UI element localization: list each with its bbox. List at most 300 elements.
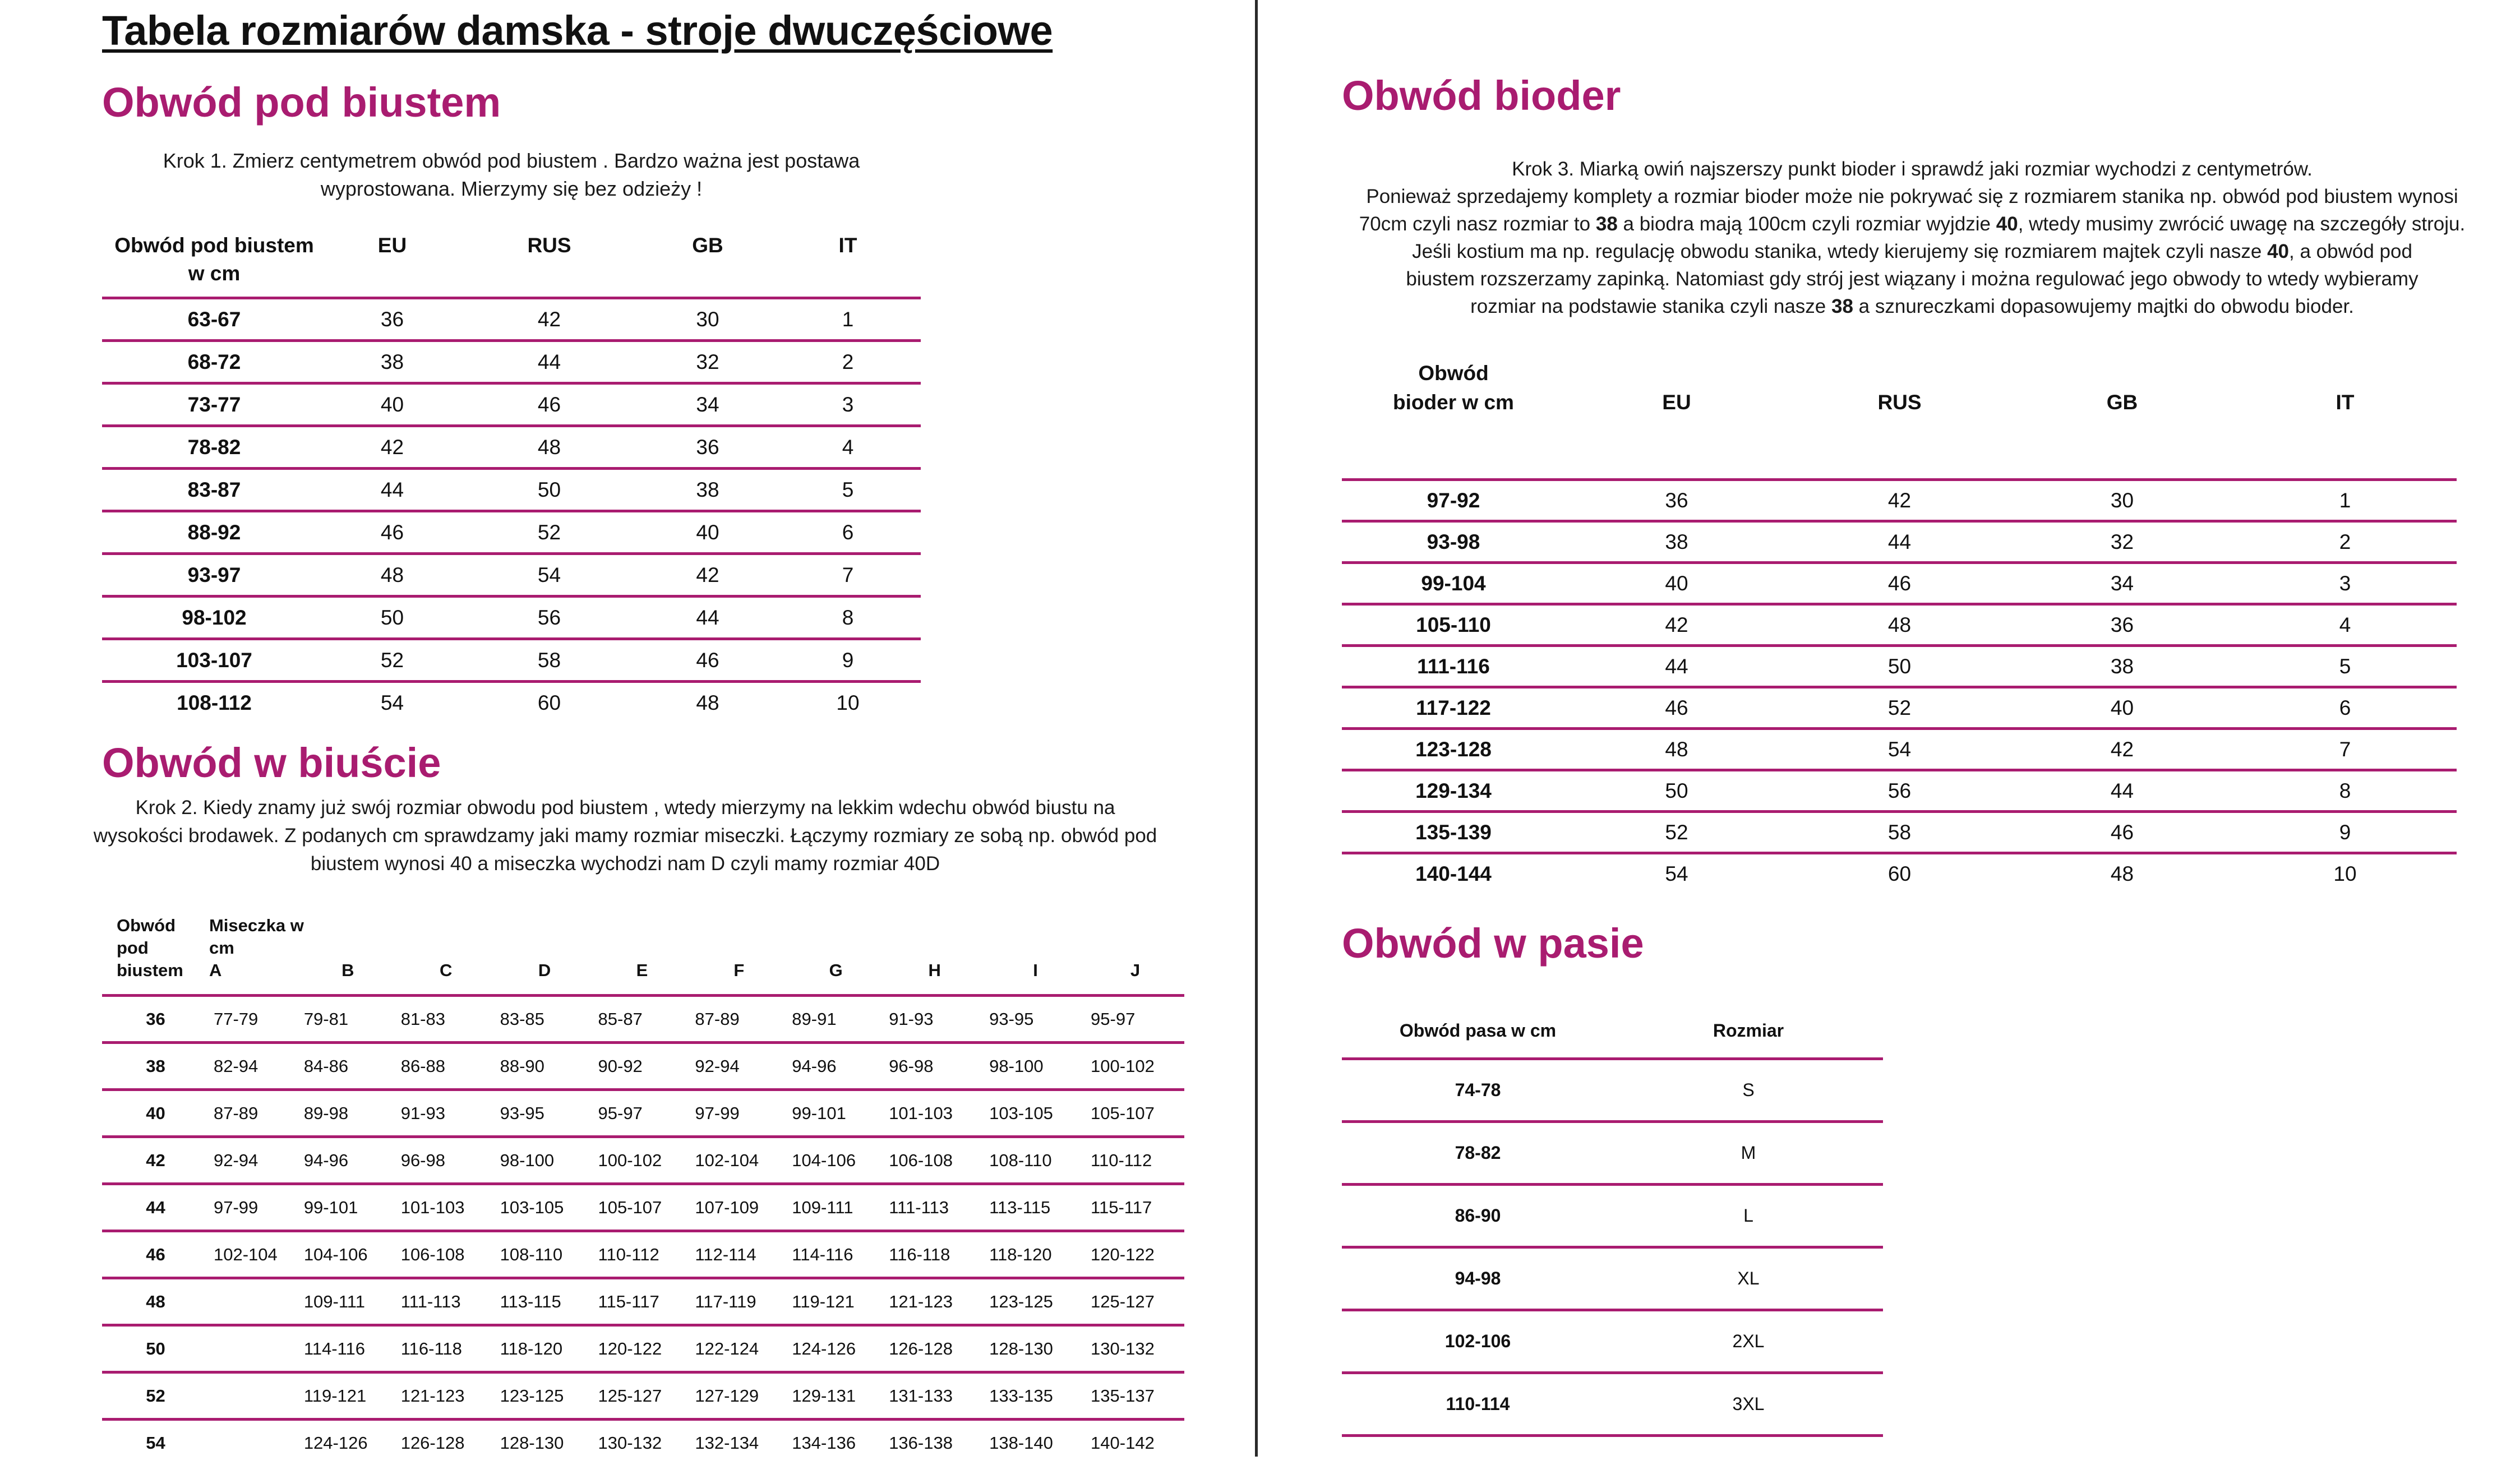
table-cell: 116-118 [884, 1231, 985, 1278]
section-heading-hips: Obwód bioder [1342, 72, 1621, 119]
table-cell: 118-120 [496, 1325, 594, 1372]
table-cell: 83-85 [496, 996, 594, 1043]
table-cell: 119-121 [299, 1372, 396, 1420]
table-row [102, 341, 921, 383]
table-cell: 48 [1788, 604, 2011, 646]
header-line: cm [209, 938, 234, 958]
table-cell: 46 [326, 511, 458, 554]
table-cell: 54 [1565, 853, 1788, 894]
table-cell: 48 [458, 426, 640, 469]
table-cell: 34 [2011, 563, 2233, 604]
column-header-cup-e: E [594, 893, 691, 996]
row-key-cell: 111-116 [1342, 646, 1565, 687]
table-cell: 131-133 [884, 1372, 985, 1420]
table-cell: 9 [775, 639, 921, 682]
table-cell: 2XL [1614, 1310, 1883, 1373]
row-key-cell: 54 [102, 1420, 209, 1465]
emphasis-size: 40 [2267, 241, 2289, 262]
table-cell: 90-92 [594, 1043, 691, 1090]
table-cell: 52 [1565, 812, 1788, 853]
table-cell: 115-117 [1086, 1184, 1184, 1231]
row-key-cell: 74-78 [1342, 1059, 1614, 1122]
header-line: Obwód [117, 916, 176, 935]
instruction-line: Ponieważ sprzedajemy komplety a rozmiar bioder może nie pokrywać się z rozmiarem stanika np. obwód pod biustem wynosi [1329, 183, 2495, 210]
table-cell: 2 [2233, 521, 2457, 563]
header-line: Obwód pod biustem [114, 234, 314, 257]
column-header-waist: Obwód pasa w cm [1342, 1004, 1614, 1059]
table-row [102, 469, 921, 511]
row-key-cell: 129-134 [1342, 770, 1565, 812]
header-line: w cm [188, 262, 241, 285]
table-cell: 88-90 [496, 1043, 594, 1090]
table-cell: 54 [1788, 729, 2011, 770]
table-row [102, 996, 1184, 1043]
column-divider [1255, 0, 1258, 1457]
table-cell: 118-120 [985, 1231, 1086, 1278]
table-cell: 114-116 [787, 1231, 884, 1278]
table-cell: 130-132 [594, 1420, 691, 1465]
table-cell: 6 [2233, 687, 2457, 729]
section-heading-bust: Obwód w biuście [102, 739, 441, 787]
table-row [1342, 604, 2457, 646]
table-cell: 91-93 [396, 1090, 496, 1137]
table-cell: 84-86 [299, 1043, 396, 1090]
instruction-line: Krok 2. Kiedy znamy już swój rozmiar obwodu pod biustem , wtedy mierzymy na lekkim wdechu obwód biustu na [56, 794, 1194, 822]
table-cell: 50 [458, 469, 640, 511]
table-cell: 58 [1788, 812, 2011, 853]
table-cell [209, 1372, 299, 1420]
table-cell: 40 [2011, 687, 2233, 729]
row-key-cell: 68-72 [102, 341, 326, 383]
table-cell: 110-112 [1086, 1137, 1184, 1184]
table-cell: 93-95 [496, 1090, 594, 1137]
column-header-rus: RUS [1788, 359, 2011, 480]
table-cell: 44 [326, 469, 458, 511]
row-key-cell: 88-92 [102, 511, 326, 554]
table-cell: 44 [2011, 770, 2233, 812]
row-key-cell: 78-82 [102, 426, 326, 469]
table-cell: 103-105 [496, 1184, 594, 1231]
text-run: a biodra mają 100cm czyli rozmiar wyjdzie [1618, 213, 1996, 235]
table-cell: 133-135 [985, 1372, 1086, 1420]
table-row [102, 597, 921, 639]
table-cell: 101-103 [396, 1184, 496, 1231]
table-cell: 50 [1565, 770, 1788, 812]
row-key-cell: 86-90 [1342, 1185, 1614, 1247]
table-cell: 40 [640, 511, 775, 554]
table-cell: 134-136 [787, 1420, 884, 1465]
column-header-cup-b: B [299, 893, 396, 996]
table-cell: 121-123 [396, 1372, 496, 1420]
row-key-cell: 99-104 [1342, 563, 1565, 604]
column-header-under-bust [102, 227, 326, 298]
table-cell: 54 [458, 554, 640, 597]
row-key-cell: 52 [102, 1372, 209, 1420]
table-cell: 5 [2233, 646, 2457, 687]
table-cell: 97-99 [209, 1184, 299, 1231]
column-header-hips [1342, 359, 1565, 480]
table-cell: 123-125 [496, 1372, 594, 1420]
column-header-rus: RUS [458, 227, 640, 298]
column-header-gb: GB [2011, 359, 2233, 480]
table-cell: 119-121 [787, 1278, 884, 1325]
emphasis-size: 38 [1831, 295, 1853, 317]
table-cell: 3XL [1614, 1373, 1883, 1436]
table-row [102, 1325, 1184, 1372]
table-row [102, 639, 921, 682]
table-row [1342, 521, 2457, 563]
table-row [102, 1278, 1184, 1325]
table-cell: 30 [640, 298, 775, 341]
table-row [102, 1420, 1184, 1465]
table-cell: 126-128 [396, 1420, 496, 1465]
table-cell: 97-99 [690, 1090, 787, 1137]
table-cell: 6 [775, 511, 921, 554]
table-cell: 38 [1565, 521, 1788, 563]
table-cell: 44 [1788, 521, 2011, 563]
table-cell: 52 [1788, 687, 2011, 729]
column-header-cup-c: C [396, 893, 496, 996]
table-row [1342, 1310, 1883, 1373]
table-cell: 101-103 [884, 1090, 985, 1137]
table-cell: 36 [2011, 604, 2233, 646]
table-cell: 95-97 [594, 1090, 691, 1137]
table-cell: XL [1614, 1247, 1883, 1310]
table-row [1342, 812, 2457, 853]
table-cell: 4 [775, 426, 921, 469]
section-heading-under-bust: Obwód pod biustem [102, 78, 501, 126]
table-header-row [102, 227, 921, 298]
row-key-cell: 63-67 [102, 298, 326, 341]
instruction-line: Krok 1. Zmierz centymetrem obwód pod biustem . Bardzo ważna jest postawa [102, 147, 921, 175]
row-key-cell: 36 [102, 996, 209, 1043]
table-cell: 107-109 [690, 1184, 787, 1231]
table-row [1342, 770, 2457, 812]
table-row [1342, 646, 2457, 687]
instruction-line: biustem wynosi 40 a miseczka wychodzi nam D czyli mamy rozmiar 40D [56, 850, 1194, 878]
table-row [102, 1137, 1184, 1184]
table-cell: 77-79 [209, 996, 299, 1043]
table-cell: 106-108 [396, 1231, 496, 1278]
table-cell: 89-91 [787, 996, 884, 1043]
table-cell: 44 [1565, 646, 1788, 687]
table-cell: 46 [2011, 812, 2233, 853]
table-cell: 42 [1788, 480, 2011, 521]
table-cell: 9 [2233, 812, 2457, 853]
table-cell: 92-94 [690, 1043, 787, 1090]
table-cell: 104-106 [787, 1137, 884, 1184]
table-cell: 1 [775, 298, 921, 341]
column-header-under-bust [102, 893, 209, 996]
table-cell: 56 [1788, 770, 2011, 812]
table-cell: 5 [775, 469, 921, 511]
table-cell: 8 [775, 597, 921, 639]
table-cell: 89-98 [299, 1090, 396, 1137]
table-cell: 50 [326, 597, 458, 639]
table-cell: 130-132 [1086, 1325, 1184, 1372]
table-cell: 7 [2233, 729, 2457, 770]
table-cell: 40 [326, 383, 458, 426]
table-cell: 87-89 [209, 1090, 299, 1137]
table-cell: 115-117 [594, 1278, 691, 1325]
table-cell: 3 [2233, 563, 2457, 604]
table-cell: 60 [1788, 853, 2011, 894]
table-cell: 38 [2011, 646, 2233, 687]
table-cell: 113-115 [985, 1184, 1086, 1231]
table-cell: 140-142 [1086, 1420, 1184, 1465]
row-key-cell: 123-128 [1342, 729, 1565, 770]
row-key-cell: 50 [102, 1325, 209, 1372]
table-cell: 85-87 [594, 996, 691, 1043]
instruction-line [1329, 210, 2495, 238]
column-header-it: IT [775, 227, 921, 298]
table-cell: 105-107 [594, 1184, 691, 1231]
instruction-line: wysokości brodawek. Z podanych cm sprawdzamy jaki mamy rozmiar miseczki. Łączymy rozmiary ze sobą np. obwód pod [56, 822, 1194, 850]
under-bust-size-table [102, 227, 921, 723]
table-cell: 52 [458, 511, 640, 554]
hip-size-table [1342, 359, 2457, 893]
instruction-line: biustem rozszerzamy zapinką. Natomiast gdy strój jest wiązany i można regulować jego obwody to wtedy wybieramy [1329, 265, 2495, 293]
table-cell: 120-122 [594, 1325, 691, 1372]
table-row [102, 1184, 1184, 1231]
table-cell: 108-110 [496, 1231, 594, 1278]
section-heading-waist: Obwód w pasie [1342, 919, 1644, 967]
table-row [102, 1043, 1184, 1090]
table-cell: 125-127 [594, 1372, 691, 1420]
table-row [102, 383, 921, 426]
table-row [1342, 1059, 1883, 1122]
table-cell: M [1614, 1122, 1883, 1185]
table-cell: 52 [326, 639, 458, 682]
text-run: 70cm czyli nasz rozmiar to [1359, 213, 1596, 235]
row-key-cell: 93-97 [102, 554, 326, 597]
row-key-cell: 135-139 [1342, 812, 1565, 853]
table-cell: 120-122 [1086, 1231, 1184, 1278]
column-header-cup-d: D [496, 893, 594, 996]
table-cell: 8 [2233, 770, 2457, 812]
table-header-row [1342, 359, 2457, 480]
table-header-row [102, 893, 1184, 996]
text-run: Jeśli kostium ma np. regulację obwodu stanika, wtedy kierujemy się rozmiarem majtek czyli nasze [1412, 241, 2267, 262]
table-row [102, 1372, 1184, 1420]
table-row [102, 554, 921, 597]
table-cell: 56 [458, 597, 640, 639]
table-cell: 128-130 [496, 1420, 594, 1465]
row-key-cell: 98-102 [102, 597, 326, 639]
instruction-line [1329, 238, 2495, 265]
table-row [102, 511, 921, 554]
row-key-cell: 102-106 [1342, 1310, 1614, 1373]
table-cell: 109-111 [299, 1278, 396, 1325]
table-cell: 7 [775, 554, 921, 597]
text-run: a sznureczkami dopasowujemy majtki do obwodu bioder. [1853, 295, 2354, 317]
table-cell: 98-100 [985, 1043, 1086, 1090]
cup-label: A [209, 960, 221, 980]
table-cell: 40 [1565, 563, 1788, 604]
table-header-row [1342, 1004, 1883, 1059]
table-cell: 126-128 [884, 1325, 985, 1372]
table-cell: L [1614, 1185, 1883, 1247]
header-line: bioder w cm [1393, 391, 1514, 414]
table-cell: 103-105 [985, 1090, 1086, 1137]
table-cell: 38 [326, 341, 458, 383]
row-key-cell: 48 [102, 1278, 209, 1325]
table-cell: 135-137 [1086, 1372, 1184, 1420]
table-cell: 82-94 [209, 1043, 299, 1090]
row-key-cell: 38 [102, 1043, 209, 1090]
table-cell [209, 1420, 299, 1465]
header-line: Miseczka w [209, 916, 304, 935]
row-key-cell: 44 [102, 1184, 209, 1231]
table-cell: 102-104 [209, 1231, 299, 1278]
row-key-cell: 94-98 [1342, 1247, 1614, 1310]
table-cell: 110-112 [594, 1231, 691, 1278]
table-cell: 4 [2233, 604, 2457, 646]
table-row [1342, 853, 2457, 894]
row-key-cell: 108-112 [102, 682, 326, 723]
text-run: rozmiar na podstawie stanika czyli nasze [1470, 295, 1831, 317]
table-cell: 42 [458, 298, 640, 341]
table-cell: 1 [2233, 480, 2457, 521]
column-header-gb: GB [640, 227, 775, 298]
table-cell: 104-106 [299, 1231, 396, 1278]
column-header-cup-f: F [690, 893, 787, 996]
table-cell: 121-123 [884, 1278, 985, 1325]
emphasis-size: 38 [1596, 213, 1618, 235]
table-cell: 100-102 [594, 1137, 691, 1184]
column-header-cup-i: I [985, 893, 1086, 996]
row-key-cell: 97-92 [1342, 480, 1565, 521]
table-cell: 36 [640, 426, 775, 469]
table-cell: 42 [640, 554, 775, 597]
table-row [1342, 1185, 1883, 1247]
row-key-cell: 110-114 [1342, 1373, 1614, 1436]
table-row [1342, 1373, 1883, 1436]
row-key-cell: 40 [102, 1090, 209, 1137]
table-cell: 3 [775, 383, 921, 426]
table-row [102, 1090, 1184, 1137]
table-cell: 124-126 [787, 1325, 884, 1372]
under-bust-instruction [102, 147, 921, 203]
table-cell: 42 [1565, 604, 1788, 646]
header-line: Obwód [1418, 362, 1488, 385]
table-cell: 48 [640, 682, 775, 723]
table-cell: 99-101 [299, 1184, 396, 1231]
table-cell: S [1614, 1059, 1883, 1122]
text-run: , a obwód pod [2289, 241, 2412, 262]
header-line: biustem [117, 960, 183, 980]
table-cell [209, 1325, 299, 1372]
row-key-cell: 117-122 [1342, 687, 1565, 729]
table-cell: 48 [1565, 729, 1788, 770]
column-header-eu: EU [326, 227, 458, 298]
table-cell: 114-116 [299, 1325, 396, 1372]
table-cell: 100-102 [1086, 1043, 1184, 1090]
table-cell: 81-83 [396, 996, 496, 1043]
page-title: Tabela rozmiarów damska - stroje dwuczęściowe [102, 7, 1053, 54]
table-cell: 86-88 [396, 1043, 496, 1090]
column-header-cup-a [209, 893, 299, 996]
table-cell: 116-118 [396, 1325, 496, 1372]
table-cell: 124-126 [299, 1420, 396, 1465]
table-cell: 54 [326, 682, 458, 723]
table-cell: 129-131 [787, 1372, 884, 1420]
table-row [1342, 729, 2457, 770]
emphasis-size: 40 [1996, 213, 2018, 235]
table-cell: 109-111 [787, 1184, 884, 1231]
row-key-cell: 140-144 [1342, 853, 1565, 894]
table-cell: 2 [775, 341, 921, 383]
row-key-cell: 78-82 [1342, 1122, 1614, 1185]
column-header-it: IT [2233, 359, 2457, 480]
table-cell: 50 [1788, 646, 2011, 687]
table-cell: 138-140 [985, 1420, 1086, 1465]
column-header-cup-j: J [1086, 893, 1184, 996]
table-cell: 111-113 [884, 1184, 985, 1231]
column-header-cup-h: H [884, 893, 985, 996]
table-cell: 136-138 [884, 1420, 985, 1465]
table-cell: 44 [458, 341, 640, 383]
instruction-line: Krok 3. Miarką owiń najszerszy punkt bioder i sprawdź jaki rozmiar wychodzi z centymetrów. [1329, 155, 2495, 183]
table-row [102, 426, 921, 469]
cup-size-table [102, 893, 1184, 1465]
instruction-line: wyprostowana. Mierzymy się bez odzieży ! [102, 175, 921, 203]
table-row [102, 682, 921, 723]
table-cell: 46 [1565, 687, 1788, 729]
table-cell: 125-127 [1086, 1278, 1184, 1325]
table-cell: 123-125 [985, 1278, 1086, 1325]
row-key-cell: 105-110 [1342, 604, 1565, 646]
table-cell: 105-107 [1086, 1090, 1184, 1137]
table-cell: 30 [2011, 480, 2233, 521]
table-cell: 10 [2233, 853, 2457, 894]
table-cell: 46 [458, 383, 640, 426]
table-cell: 32 [2011, 521, 2233, 563]
column-header-eu: EU [1565, 359, 1788, 480]
table-cell: 58 [458, 639, 640, 682]
table-cell: 60 [458, 682, 640, 723]
table-cell: 46 [1788, 563, 2011, 604]
waist-size-table [1342, 1004, 1883, 1437]
column-header-size: Rozmiar [1614, 1004, 1883, 1059]
row-key-cell: 73-77 [102, 383, 326, 426]
text-run: , wtedy musimy zwrócić uwagę na szczegóły stroju. [2018, 213, 2466, 235]
table-cell: 32 [640, 341, 775, 383]
table-cell: 10 [775, 682, 921, 723]
table-cell: 48 [326, 554, 458, 597]
table-cell: 117-119 [690, 1278, 787, 1325]
table-row [102, 298, 921, 341]
table-row [1342, 687, 2457, 729]
table-cell: 38 [640, 469, 775, 511]
table-cell: 93-95 [985, 996, 1086, 1043]
table-cell: 98-100 [496, 1137, 594, 1184]
table-cell: 95-97 [1086, 996, 1184, 1043]
table-cell: 44 [640, 597, 775, 639]
row-key-cell: 103-107 [102, 639, 326, 682]
table-cell: 99-101 [787, 1090, 884, 1137]
table-cell: 128-130 [985, 1325, 1086, 1372]
table-cell: 122-124 [690, 1325, 787, 1372]
table-cell: 112-114 [690, 1231, 787, 1278]
table-row [1342, 480, 2457, 521]
table-row [1342, 1247, 1883, 1310]
table-cell: 36 [1565, 480, 1788, 521]
table-row [1342, 1122, 1883, 1185]
instruction-line [1329, 293, 2495, 320]
table-cell: 48 [2011, 853, 2233, 894]
table-cell: 127-129 [690, 1372, 787, 1420]
